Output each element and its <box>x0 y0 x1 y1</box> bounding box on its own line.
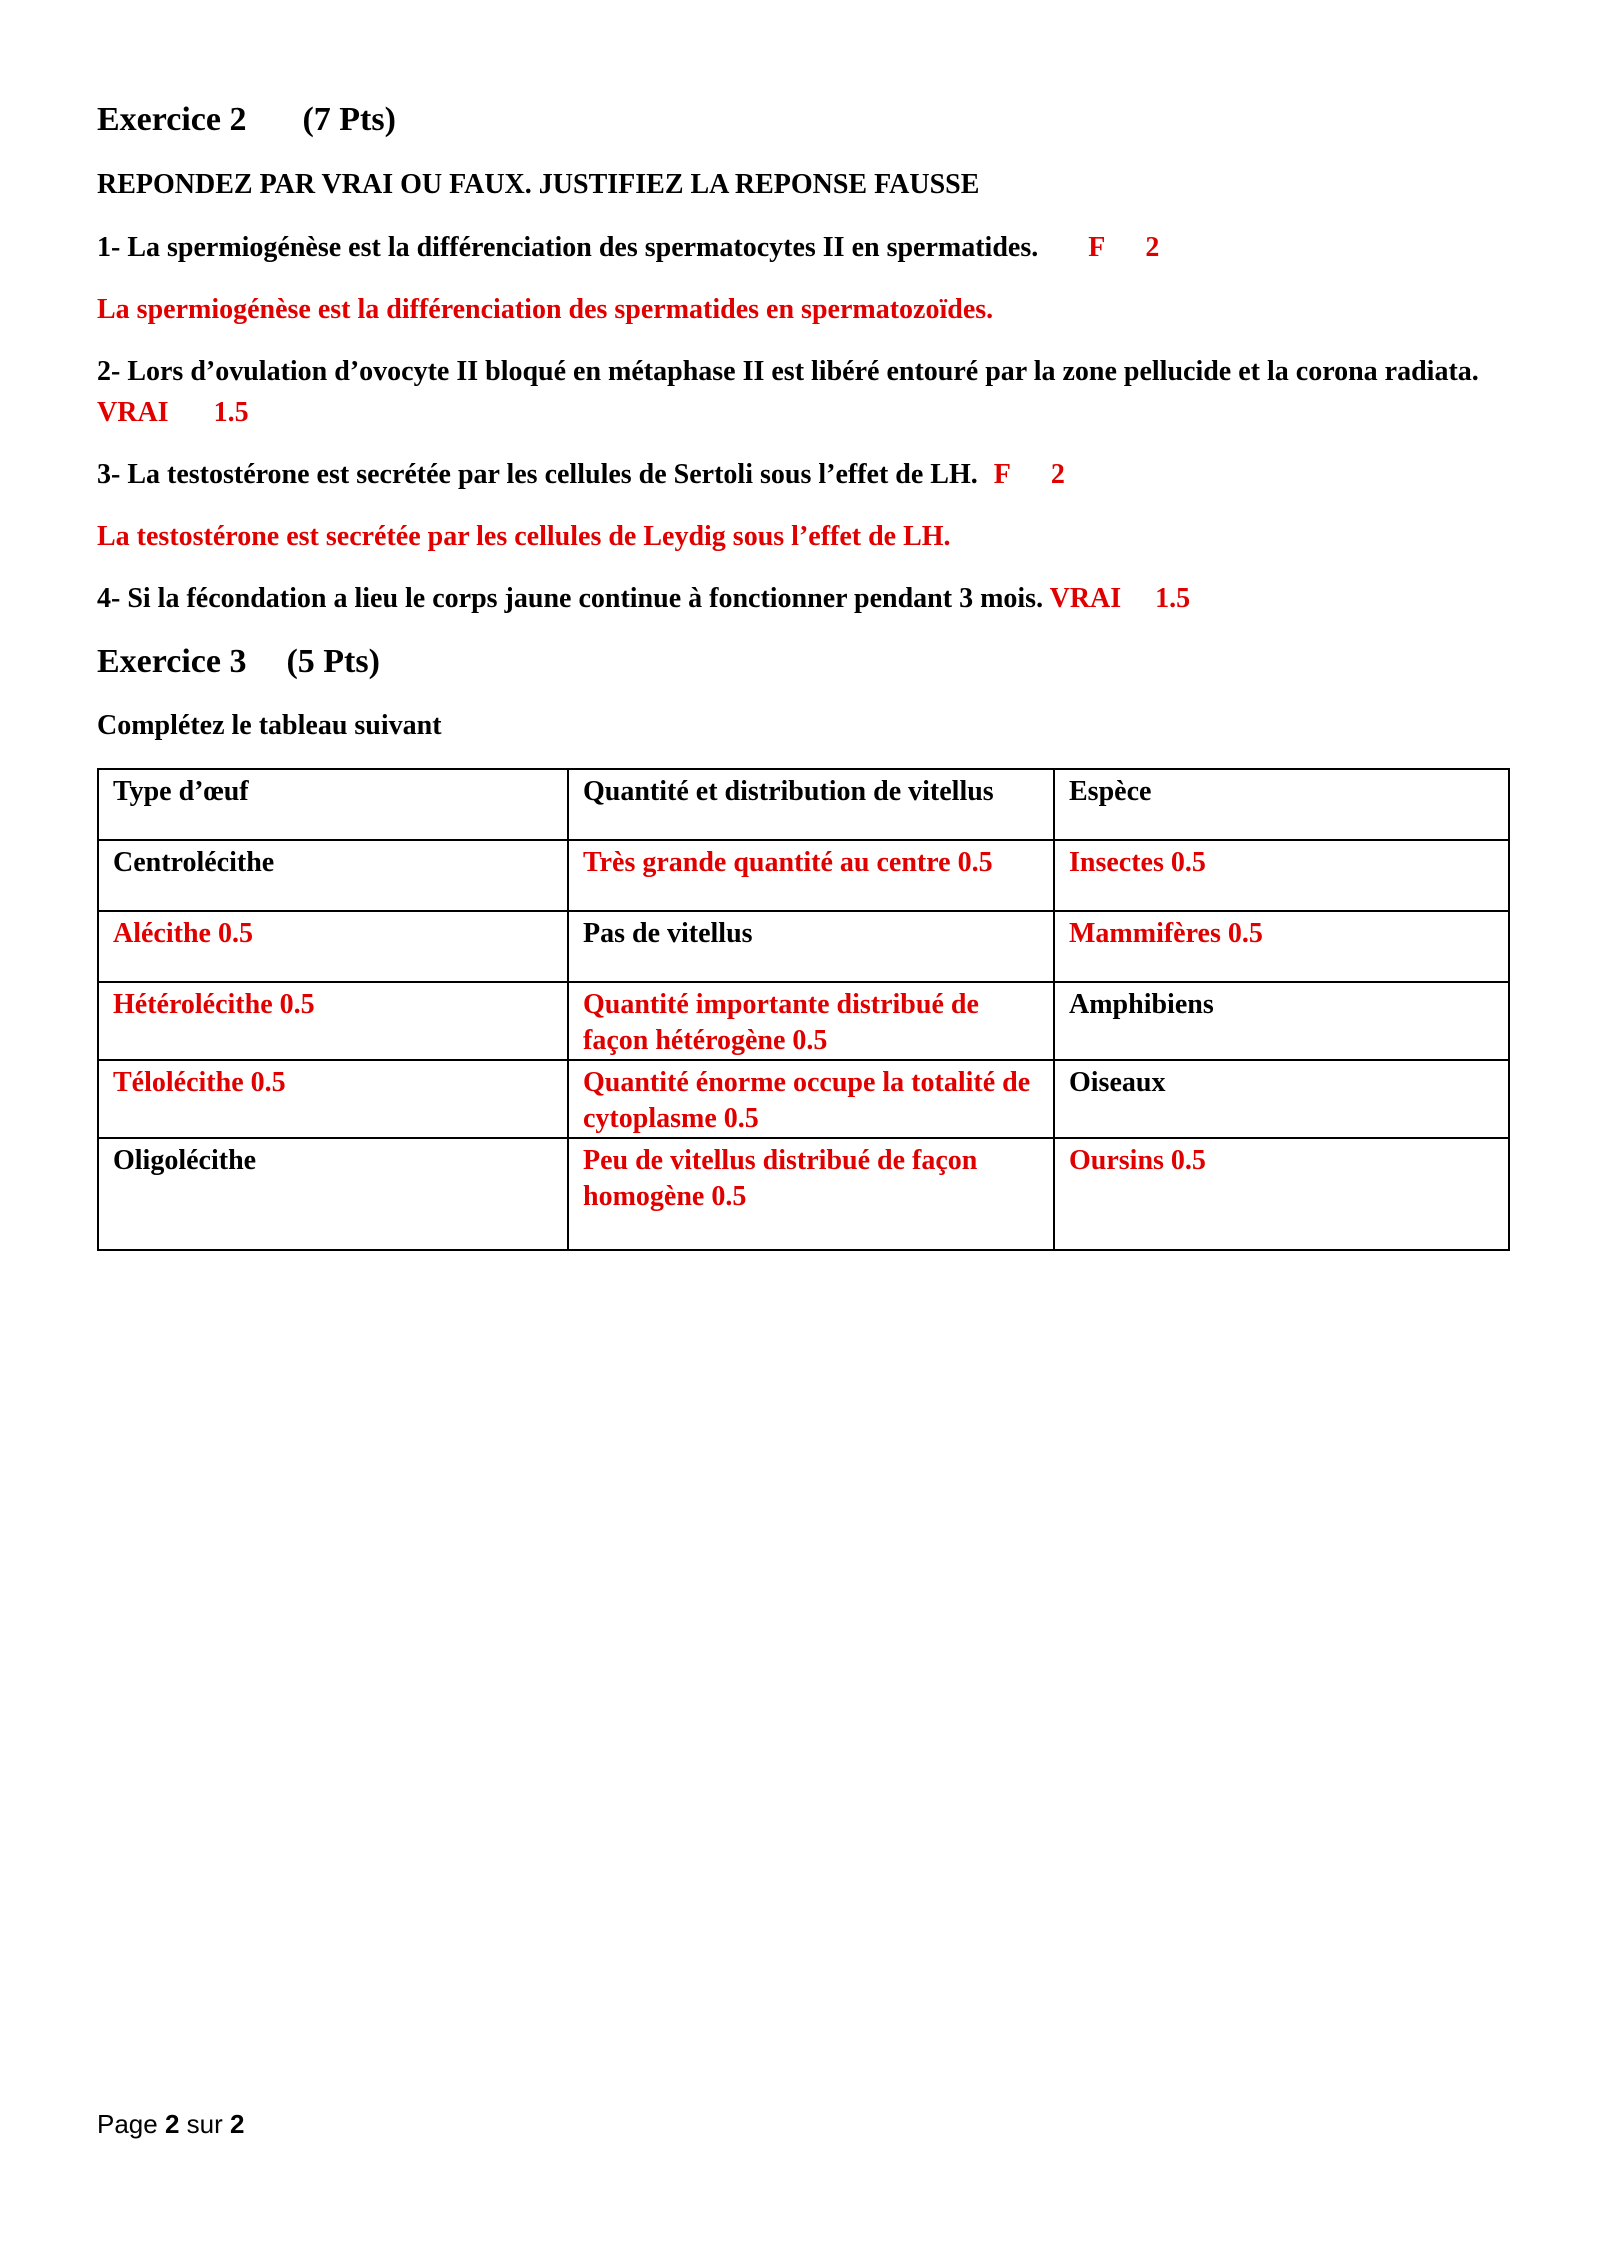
table-cell-quantite: Quantité importante distribué de façon hétérogène 0.5 <box>568 982 1054 1060</box>
table-row <box>98 982 1509 1060</box>
exercise2-heading <box>97 100 1517 140</box>
question-2-text: 2- Lors d’ovulation d’ovocyte II bloqué en métaphase II est libéré entouré par la zone pellucide et la corona radiata. <box>97 356 1479 387</box>
question-1-text: 1- La spermiogénèse est la différenciation des spermatocytes II en spermatides. <box>97 232 1039 263</box>
table-cell-espece: Mammifères 0.5 <box>1054 911 1509 982</box>
exercise3-heading <box>97 642 1517 682</box>
table-cell-espece: Insectes 0.5 <box>1054 840 1509 911</box>
question-3-text: 3- La testostérone est secrétée par les cellules de Sertoli sous l’effet de LH. <box>97 459 978 490</box>
table-cell-quantite: Peu de vitellus distribué de façon homogène 0.5 <box>568 1138 1054 1250</box>
table-header-row <box>98 769 1509 840</box>
egg-types-table <box>97 768 1510 1251</box>
table-row <box>98 840 1509 911</box>
page-footer <box>97 2108 245 2140</box>
footer-of-word: sur <box>186 2109 223 2139</box>
question-3-answer: F <box>993 459 1011 490</box>
question-1-answer: F <box>1088 232 1106 263</box>
table-cell-espece: Amphibiens <box>1054 982 1509 1060</box>
table-cell-quantite: Pas de vitellus <box>568 911 1054 982</box>
question-2-answer: VRAI <box>97 397 169 428</box>
table-cell-espece: Oursins 0.5 <box>1054 1138 1509 1250</box>
table-header-cell: Espèce <box>1054 769 1509 840</box>
exercise3-instruction: Complétez le tableau suivant <box>97 710 442 741</box>
question-2-score: 1.5 <box>213 397 249 428</box>
table-row <box>98 1060 1509 1138</box>
question-1-correction: La spermiogénèse est la différenciation des spermatides en spermatozoïdes. <box>97 294 994 325</box>
footer-page-total: 2 <box>230 2109 245 2139</box>
question-3 <box>97 454 1517 495</box>
question-1 <box>97 227 1517 268</box>
table-row <box>98 911 1509 982</box>
table-cell-espece: Oiseaux <box>1054 1060 1509 1138</box>
question-4-answer: VRAI <box>1049 583 1122 614</box>
question-4-text: 4- Si la fécondation a lieu le corps jaune continue à fonctionner pendant 3 mois. <box>97 583 1044 614</box>
question-1-score: 2 <box>1145 232 1160 263</box>
table-cell-quantite: Très grande quantité au centre 0.5 <box>568 840 1054 911</box>
question-4 <box>97 578 1517 619</box>
footer-page-word: Page <box>97 2109 158 2139</box>
table-cell-quantite: Quantité énorme occupe la totalité de cytoplasme 0.5 <box>568 1060 1054 1138</box>
question-2 <box>97 351 1517 433</box>
table-row <box>98 1138 1509 1250</box>
table-cell-type: Télolécithe 0.5 <box>98 1060 568 1138</box>
exercise3-points: (5 Pts) <box>286 643 380 680</box>
exercise2-instruction: REPONDEZ PAR VRAI OU FAUX. JUSTIFIEZ LA REPONSE FAUSSE <box>97 169 980 200</box>
question-3-score: 2 <box>1050 459 1065 490</box>
table-cell-type: Centrolécithe <box>98 840 568 911</box>
exercise2-title: Exercice 2 <box>97 101 247 138</box>
exercise2-points: (7 Pts) <box>302 101 396 138</box>
table-header-cell: Type d’œuf <box>98 769 568 840</box>
question-4-score: 1.5 <box>1155 583 1191 614</box>
footer-page-number: 2 <box>164 2109 180 2139</box>
table-cell-type: Oligolécithe <box>98 1138 568 1250</box>
question-3-correction: La testostérone est secrétée par les cellules de Leydig sous l’effet de LH. <box>97 521 951 552</box>
table-header-cell: Quantité et distribution de vitellus <box>568 769 1054 840</box>
table-cell-type: Hétérolécithe 0.5 <box>98 982 568 1060</box>
table-cell-type: Alécithe 0.5 <box>98 911 568 982</box>
exercise3-title: Exercice 3 <box>97 643 247 680</box>
